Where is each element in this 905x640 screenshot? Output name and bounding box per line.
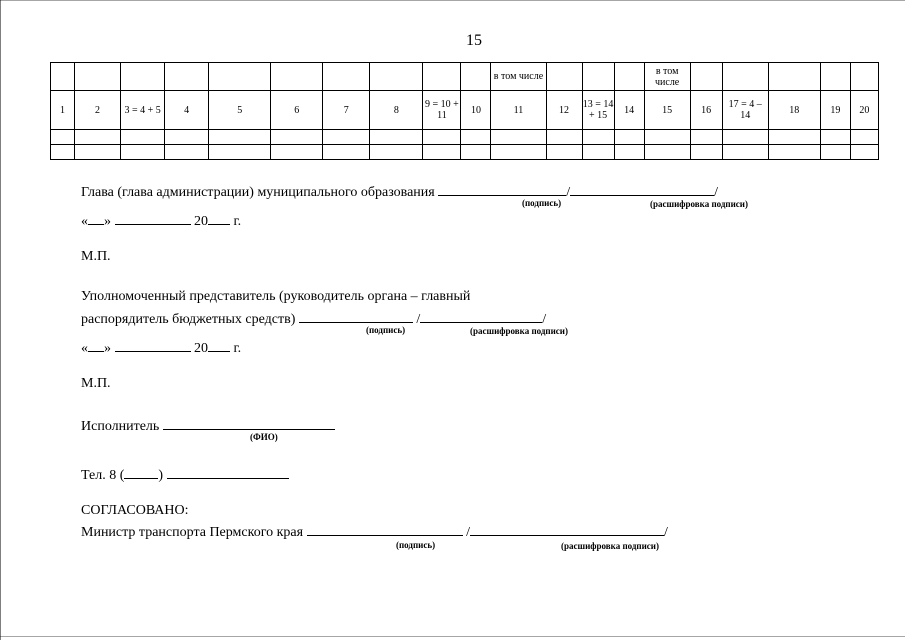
slash: / (566, 185, 571, 200)
head-sign-caption: (подпись) (522, 198, 562, 208)
column-number: 6 (271, 91, 323, 130)
report-table (50, 62, 879, 160)
executor-caption: (ФИО) (250, 432, 278, 442)
table-cell-input[interactable] (121, 145, 165, 160)
slash: / (416, 312, 421, 327)
table-cell-input[interactable] (165, 145, 209, 160)
slash: / (714, 185, 718, 200)
column-number: 11 (491, 91, 546, 130)
table-cell-input[interactable] (51, 130, 75, 145)
table-cell-input[interactable] (850, 145, 878, 160)
column-number: 14 (614, 91, 644, 130)
table-cell-input[interactable] (820, 130, 850, 145)
table-cell (614, 63, 644, 91)
column-number: 17 = 4 – 14 (722, 91, 768, 130)
table-cell (323, 63, 370, 91)
table-cell-input[interactable] (461, 145, 491, 160)
column-number: 1 (51, 91, 75, 130)
column-number: 19 (820, 91, 850, 130)
approved-label: Министр транспорта Пермского края (81, 525, 304, 540)
slash: / (466, 525, 470, 540)
approved-signature-line (81, 522, 668, 541)
table-cell (165, 63, 209, 91)
quote-open: « (81, 341, 88, 356)
rep-label-line2: распорядитель бюджетных средств) (81, 312, 296, 327)
rep-sign-caption: (подпись) (366, 325, 406, 335)
quote-close: » (104, 341, 111, 356)
table-cell (51, 63, 75, 91)
table-row-empty (51, 130, 879, 145)
table-cell-input[interactable] (768, 130, 820, 145)
table-cell-input[interactable] (546, 130, 582, 145)
head-signature-line (81, 182, 718, 201)
day-field[interactable] (88, 338, 104, 352)
year-field[interactable] (208, 338, 230, 352)
phone-code-field[interactable] (124, 465, 158, 479)
table-cell (75, 63, 121, 91)
table-cell (121, 63, 165, 91)
head-decode-caption: (расшифровка подписи) (650, 199, 748, 209)
table-cell (690, 63, 722, 91)
column-number: 18 (768, 91, 820, 130)
table-cell (722, 63, 768, 91)
table-cell-input[interactable] (165, 130, 209, 145)
month-field[interactable] (115, 338, 191, 352)
table-cell-v-tom-chisle: в том числе (491, 63, 546, 91)
table-cell-input[interactable] (51, 145, 75, 160)
column-number: 15 (644, 91, 690, 130)
column-number: 10 (461, 91, 491, 130)
date-line-2 (81, 338, 241, 357)
table-cell-input[interactable] (121, 130, 165, 145)
table-cell-input[interactable] (614, 130, 644, 145)
table-cell-input[interactable] (820, 145, 850, 160)
table-cell (423, 63, 461, 91)
day-field[interactable] (88, 211, 104, 225)
table-cell (582, 63, 614, 91)
executor-line (81, 416, 335, 435)
table-cell-input[interactable] (75, 145, 121, 160)
month-field[interactable] (115, 211, 191, 225)
rep-sign-field[interactable] (299, 309, 413, 323)
quote-close: » (104, 214, 111, 229)
table-cell-input[interactable] (271, 145, 323, 160)
table-cell-input[interactable] (582, 130, 614, 145)
phone-line (81, 465, 289, 484)
page-edge-bottom (0, 636, 905, 637)
executor-label: Исполнитель (81, 419, 160, 434)
head-sign-field[interactable] (438, 182, 566, 196)
year-suffix: г. (233, 341, 242, 356)
approved-sign-field[interactable] (307, 522, 463, 536)
table-cell-input[interactable] (370, 145, 423, 160)
table-cell-input[interactable] (644, 130, 690, 145)
table-cell-v-tom-chisle: в том числе (644, 63, 690, 91)
year-suffix: г. (233, 214, 242, 229)
table-cell-input[interactable] (423, 145, 461, 160)
table-header-row (51, 63, 879, 91)
table-cell-input[interactable] (722, 130, 768, 145)
phone-paren-close: ) (158, 468, 164, 483)
year-field[interactable] (208, 211, 230, 225)
approved-sign-caption: (подпись) (396, 540, 436, 550)
page-edge-top (0, 0, 905, 1)
quote-open: « (81, 214, 88, 229)
table-row-empty (51, 145, 879, 160)
table-cell-input[interactable] (271, 130, 323, 145)
table-cell-input[interactable] (546, 145, 582, 160)
table-cell-input[interactable] (75, 130, 121, 145)
column-number: 7 (323, 91, 370, 130)
column-number: 8 (370, 91, 423, 130)
approved-decode-caption: (расшифровка подписи) (561, 541, 659, 551)
rep-decode-field[interactable] (420, 309, 542, 323)
year-prefix: 20 (194, 214, 208, 229)
table-cell (271, 63, 323, 91)
table-cell-input[interactable] (423, 130, 461, 145)
table-cell-input[interactable] (768, 145, 820, 160)
page-number: 15 (466, 32, 482, 49)
column-number: 4 (165, 91, 209, 130)
column-number: 16 (690, 91, 722, 130)
column-number: 9 = 10 + 11 (423, 91, 461, 130)
slash: / (542, 312, 547, 327)
column-number: 5 (209, 91, 271, 130)
head-label: Глава (глава администрации) муниципального образования (81, 185, 435, 200)
table-number-row (51, 91, 879, 130)
table-cell-input[interactable] (614, 145, 644, 160)
approved-decode-field[interactable] (470, 522, 664, 536)
year-prefix: 20 (194, 341, 208, 356)
table-cell-input[interactable] (690, 130, 722, 145)
table-cell (546, 63, 582, 91)
phone-label: Тел. 8 ( (81, 468, 125, 483)
column-number: 3 = 4 + 5 (121, 91, 165, 130)
phone-number-field[interactable] (167, 465, 289, 479)
table-cell-input[interactable] (850, 130, 878, 145)
page-edge-left (0, 0, 1, 640)
table-cell-input[interactable] (582, 145, 614, 160)
rep-label-line1: Уполномоченный представитель (руководитель органа – главный (81, 289, 471, 304)
rep-decode-caption: (расшифровка подписи) (470, 326, 568, 336)
table-cell-input[interactable] (209, 145, 271, 160)
table-cell-input[interactable] (461, 130, 491, 145)
table-cell-input[interactable] (491, 130, 546, 145)
table-cell-input[interactable] (370, 130, 423, 145)
stamp-place-1: М.П. (81, 249, 111, 264)
table-cell (370, 63, 423, 91)
table-cell-input[interactable] (690, 145, 722, 160)
table-cell (820, 63, 850, 91)
date-line-1 (81, 211, 241, 230)
table-cell (461, 63, 491, 91)
column-number: 2 (75, 91, 121, 130)
column-number: 13 = 14 + 15 (582, 91, 614, 130)
table-cell (850, 63, 878, 91)
executor-name-field[interactable] (163, 416, 335, 430)
table-cell (209, 63, 271, 91)
table-cell-input[interactable] (491, 145, 546, 160)
approved-title: СОГЛАСОВАНО: (81, 503, 189, 518)
table-cell-input[interactable] (209, 130, 271, 145)
table-cell-input[interactable] (644, 145, 690, 160)
head-decode-field[interactable] (570, 182, 714, 196)
column-number: 20 (850, 91, 878, 130)
column-number: 12 (546, 91, 582, 130)
table-cell-input[interactable] (722, 145, 768, 160)
table-cell-input[interactable] (323, 130, 370, 145)
table-cell-input[interactable] (323, 145, 370, 160)
table-cell (768, 63, 820, 91)
stamp-place-2: М.П. (81, 376, 111, 391)
slash: / (663, 525, 668, 540)
